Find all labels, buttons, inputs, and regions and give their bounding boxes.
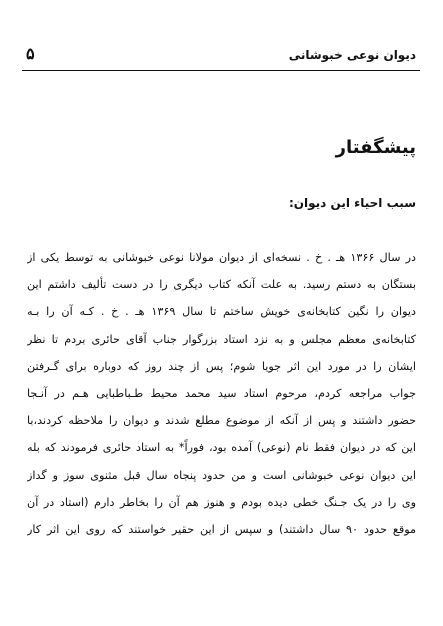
text-line: کتابخانه‌ی معظم مجلس و به نزد استاد بزرگوار جناب آقای حائری بردم تا نظر — [27, 332, 416, 346]
text-line: ایشان را در مورد این اثر جویا شوم؛ پس از چند روز که دوباره برای گـرفتن — [27, 359, 416, 373]
text-line: وی را در یک جـنگ خطی دیده بودم و هنوز هم آن را بخاطر دارم (استاد در آن — [27, 495, 416, 509]
text-line: این دیوان نوعی خبوشانی است و من حدود پنجاه سال قبل مثنوی سوز و گداز — [27, 468, 416, 482]
subheading: سبب احیاء این دیوان: — [289, 196, 416, 210]
body-paragraph — [27, 244, 416, 543]
text-line: موقع حدود ۹۰ سال داشتند) و سپس از این حقیر خواستند که روی این اثر کار — [27, 522, 416, 536]
text-line: جواب مراجعه کردم، مرحوم استاد سید محمد محیط طـباطبایی هـم در آنـجا — [27, 386, 416, 400]
text-line: در سال ۱۳۶۶ هـ . خ . نسخه‌ای از دیوان مولانا نوعی خبوشانی به توسط یکی از — [27, 251, 416, 264]
page-number: ۵ — [26, 44, 35, 63]
section-title: پیشگفتار — [335, 137, 416, 158]
running-header-title: دیوان نوعی خبوشانی — [288, 48, 416, 62]
text-line: دیوان را نگین کتابخانه‌ی خویش ساختم تا سال ۱۳۶۹ هـ . خ . کـه آن را بـه — [27, 305, 416, 319]
text-line: حضور داشتند و پس از آنکه از موضوع مطلع شدند و دیوان را ملاحظه کردند،با — [27, 414, 416, 428]
text-line: این که در دیوان فقط نام (نوعی) آمده بود، فوراً* به استاد حائری فرمودند که بله — [27, 441, 416, 455]
text-line: بستگان به دستم رسید. به علت آنکه کتاب دیگری را در دست تألیف داشتم این — [27, 278, 416, 292]
header-divider — [22, 70, 420, 71]
